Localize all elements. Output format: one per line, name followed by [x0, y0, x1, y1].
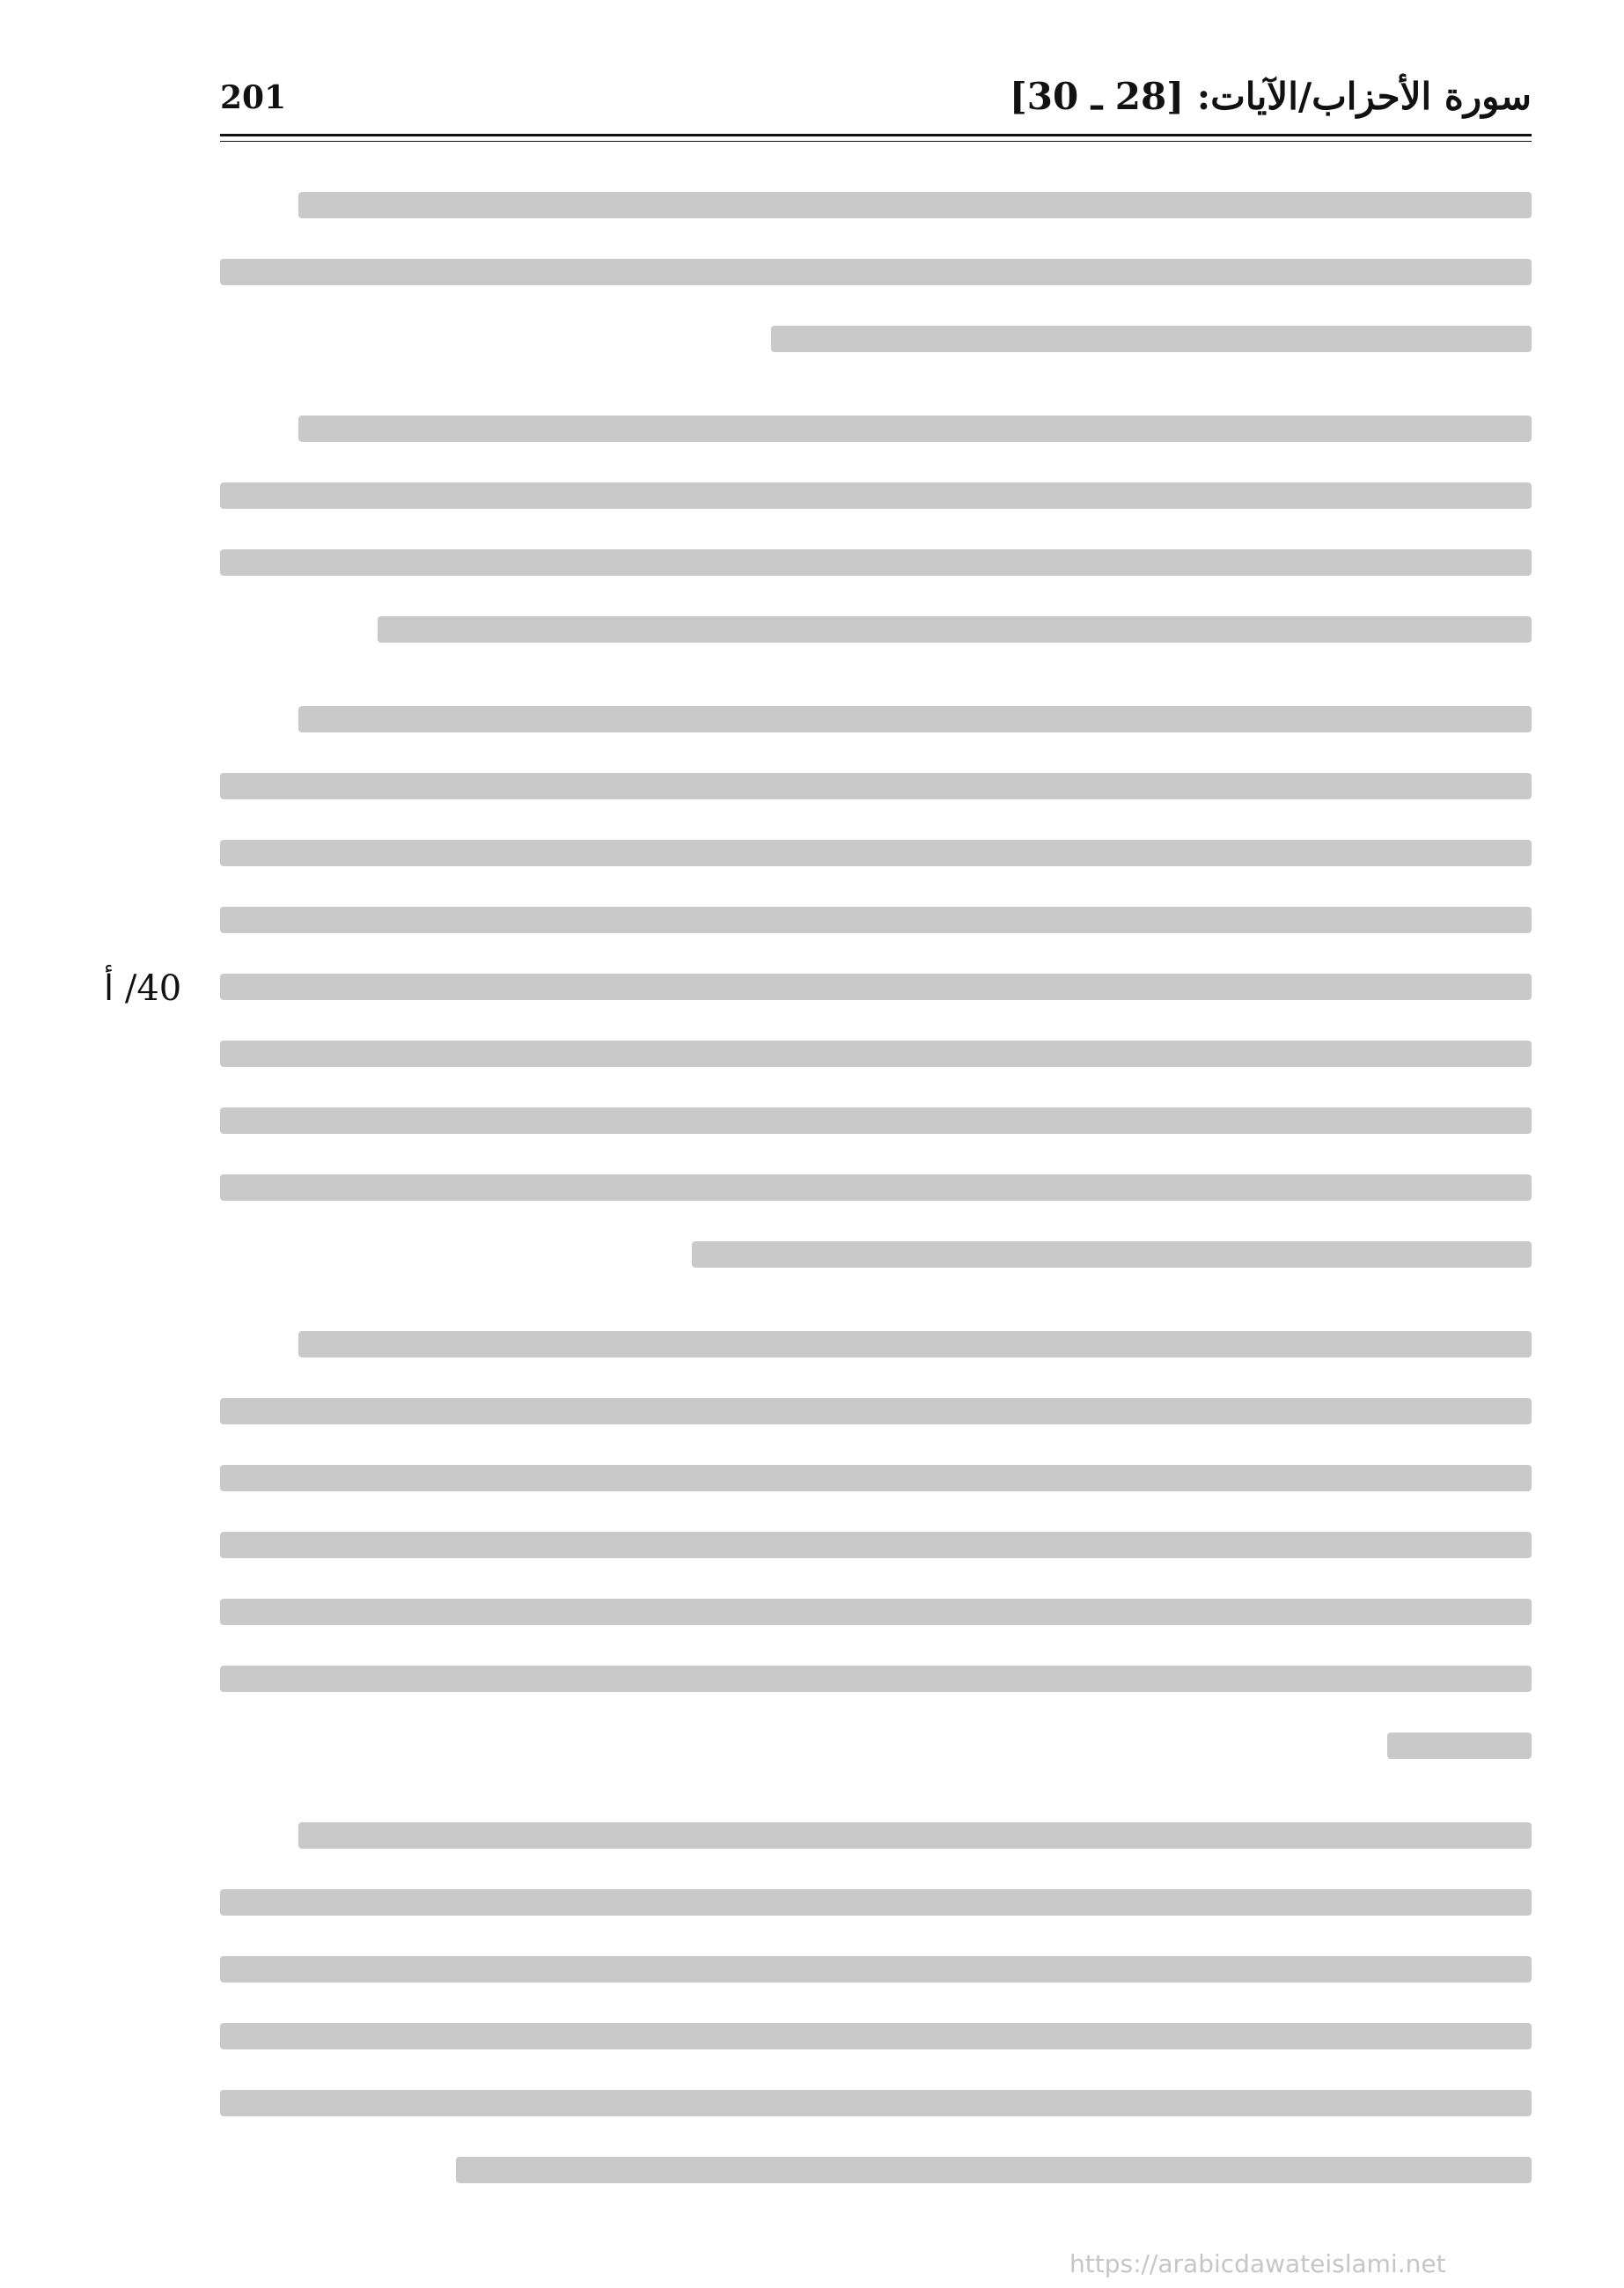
text-line-placeholder — [220, 1445, 1532, 1512]
text-line-bar — [378, 616, 1532, 643]
text-line-bar — [220, 1174, 1532, 1201]
text-line-placeholder — [220, 820, 1532, 887]
text-line-placeholder — [220, 1578, 1532, 1645]
text-line-placeholder — [220, 305, 1532, 372]
text-line-placeholder — [220, 1221, 1532, 1288]
text-line-bar — [220, 2090, 1532, 2116]
text-line-placeholder — [220, 529, 1532, 596]
text-line-placeholder — [220, 953, 1532, 1020]
paragraph — [220, 172, 1532, 372]
text-line-bar — [220, 1398, 1532, 1424]
text-line-placeholder — [220, 1645, 1532, 1712]
text-line-placeholder — [220, 1512, 1532, 1578]
text-line-bar — [298, 192, 1532, 218]
text-line-bar — [220, 1666, 1532, 1692]
text-line-bar — [220, 1532, 1532, 1558]
text-line-placeholder — [220, 1869, 1532, 1936]
text-line-bar — [220, 840, 1532, 866]
text-line-placeholder — [220, 462, 1532, 529]
text-line-placeholder — [220, 1802, 1532, 1869]
margin-note: 40/ أ — [104, 968, 182, 1009]
text-line-bar — [220, 974, 1532, 1000]
text-line-bar — [220, 259, 1532, 285]
text-line-bar — [220, 773, 1532, 799]
text-line-placeholder — [220, 2137, 1532, 2203]
text-line-bar — [220, 907, 1532, 933]
text-line-placeholder — [220, 1378, 1532, 1445]
text-line-bar — [220, 1956, 1532, 1983]
text-line-bar — [220, 1107, 1532, 1134]
text-line-bar — [220, 1465, 1532, 1491]
header-rule — [220, 134, 1532, 136]
text-line-bar — [298, 706, 1532, 732]
text-line-bar — [220, 1889, 1532, 1916]
text-line-bar — [771, 326, 1532, 352]
paragraph — [220, 686, 1532, 1288]
text-line-bar — [220, 2023, 1532, 2049]
text-line-placeholder — [220, 395, 1532, 462]
paragraph — [220, 1311, 1532, 1779]
text-line-placeholder — [220, 2070, 1532, 2137]
text-line-bar — [220, 1041, 1532, 1067]
text-line-bar — [692, 1241, 1532, 1268]
text-line-bar — [220, 482, 1532, 509]
text-line-placeholder — [220, 2003, 1532, 2070]
text-line-bar — [456, 2157, 1532, 2183]
paragraph — [220, 1802, 1532, 2203]
text-line-bar — [220, 549, 1532, 576]
text-line-placeholder — [220, 753, 1532, 820]
text-line-bar — [298, 416, 1532, 442]
text-line-bar — [220, 1599, 1532, 1625]
text-line-placeholder — [220, 1936, 1532, 2003]
page-number: 201 — [220, 79, 287, 116]
text-body — [220, 172, 1532, 2226]
text-line-bar — [298, 1822, 1532, 1849]
text-line-placeholder — [220, 1087, 1532, 1154]
text-line-bar — [298, 1331, 1532, 1357]
text-line-placeholder — [220, 1311, 1532, 1378]
text-line-placeholder — [220, 172, 1532, 239]
running-head: سورة الأحزاب/الآيات: [28 ـ 30] — [1009, 75, 1532, 118]
header-rule-thin — [220, 141, 1532, 142]
paragraph — [220, 395, 1532, 663]
text-line-placeholder — [220, 887, 1532, 953]
page-header — [220, 70, 1532, 150]
text-line-placeholder — [220, 686, 1532, 753]
text-line-placeholder — [220, 1154, 1532, 1221]
watermark: https://arabicdawateislami.net — [1069, 2249, 1446, 2278]
text-line-placeholder — [220, 239, 1532, 305]
text-line-placeholder — [220, 596, 1532, 663]
text-line-placeholder — [220, 1020, 1532, 1087]
text-line-placeholder — [220, 1712, 1532, 1779]
text-line-bar — [1387, 1733, 1532, 1759]
